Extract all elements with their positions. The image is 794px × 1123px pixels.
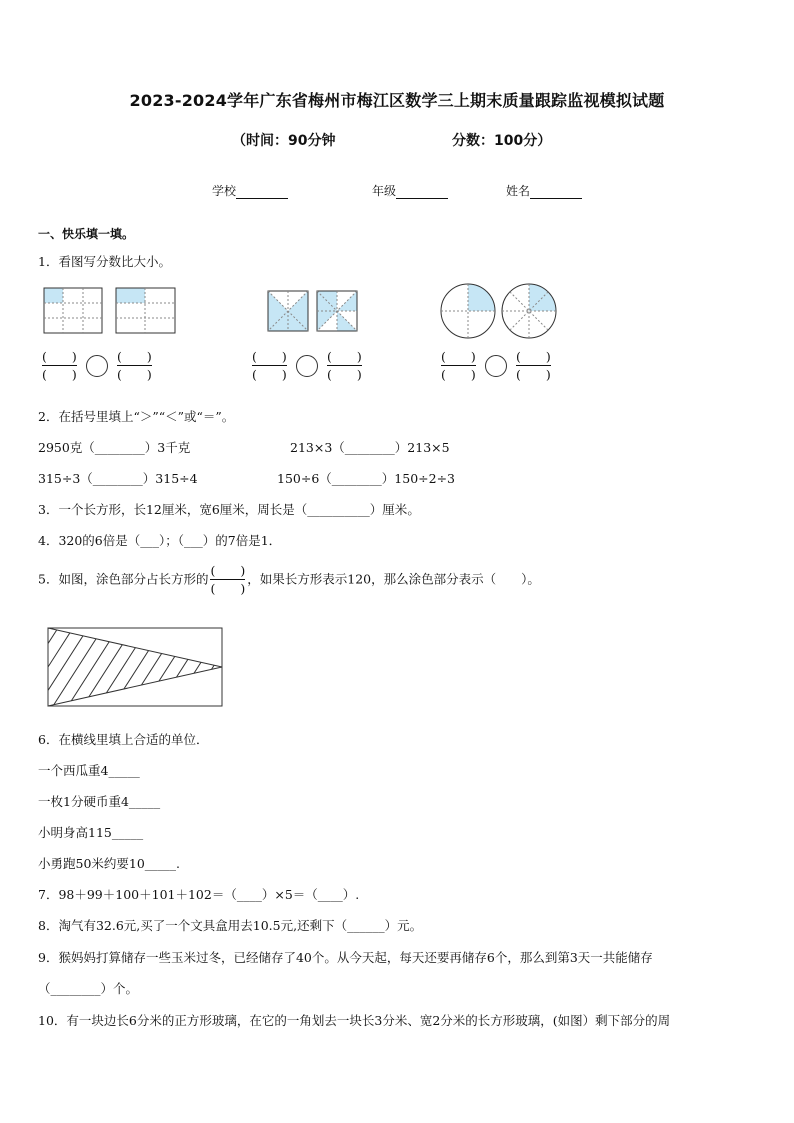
q1-circle-figure: [440, 284, 562, 340]
q2-row1-right[interactable]: 213×3（________）213×5: [290, 440, 450, 455]
q5-figure: [48, 628, 224, 708]
q5-text-before: 5．如图，涂色部分占长方形的: [38, 571, 209, 587]
school-field[interactable]: [212, 182, 288, 199]
circle-left: [441, 284, 495, 338]
fraction-blank[interactable]: $\frac{( )}{( )}$: [515, 349, 551, 382]
compare-circle[interactable]: [485, 355, 507, 377]
grade-field[interactable]: [372, 182, 448, 199]
fraction-blank[interactable]: $\frac{( )}{( )}$: [326, 349, 362, 382]
q6-item-c[interactable]: 小明身高115_____: [38, 825, 144, 840]
q1-square-figure: [268, 291, 360, 333]
question-1: 1．看图写分数比大小。: [38, 254, 171, 269]
page-title: 2023-2024学年广东省梅州市梅江区数学三上期末质量跟踪监视模拟试题: [129, 91, 665, 110]
compare-circle[interactable]: [86, 355, 108, 377]
grade-label: 年级: [372, 184, 397, 198]
circle-right: [502, 284, 556, 338]
square-left: [268, 291, 308, 331]
q2-row2-left[interactable]: 315÷3（________）315÷4: [38, 471, 198, 486]
q6-item-b[interactable]: 一枚1分硬币重4_____: [38, 794, 161, 809]
school-label: 学校: [212, 184, 237, 198]
name-field[interactable]: [506, 182, 582, 199]
exam-time: （时间：90分钟: [232, 133, 336, 149]
question-4[interactable]: 4．320的6倍是（___）；（___）的7倍是1．: [38, 533, 282, 548]
rect-grid-left: [44, 288, 102, 333]
fraction-blank[interactable]: $\frac{( )}{( )}$: [252, 349, 287, 382]
rect-grid-right: [116, 288, 175, 333]
hatching: [8, 628, 238, 706]
square-right: [317, 291, 357, 331]
fraction-blank[interactable]: $\frac{( )}{( )}$: [42, 349, 77, 382]
q5-text-after: ，如果长方形表示120，那么涂色部分表示（ ）。: [247, 571, 540, 587]
fraction-blank[interactable]: $\frac{( )}{( )}$: [116, 349, 152, 382]
question-10: 10．有一块边长6分米的正方形玻璃，在它的一角划去一块长3分米、宽2分米的长方形玻璃，(如图）剩下部分的周: [38, 1013, 671, 1028]
q2-row2-right[interactable]: 150÷6（________）150÷2÷3: [277, 471, 455, 486]
section-title: 一、快乐填一填。: [38, 227, 135, 241]
fraction-blank[interactable]: $\frac{( )}{( )}$: [441, 349, 476, 382]
question-3[interactable]: 3．一个长方形，长12厘米，宽6厘米，周长是（__________）厘米。: [38, 502, 420, 517]
q1-fraction-compare-3[interactable]: [441, 349, 551, 382]
q6-item-a[interactable]: 一个西瓜重4_____: [38, 763, 140, 778]
question-6: 6．在横线里填上合适的单位．: [38, 732, 209, 747]
question-8[interactable]: 8．淘气有32.6元,买了一个文具盒用去10.5元,还剩下（______）元。: [38, 918, 423, 933]
compare-circle[interactable]: [296, 355, 318, 377]
name-label: 姓名: [506, 184, 531, 198]
q6-item-d[interactable]: 小勇跑50米约要10_____.: [38, 856, 181, 871]
q1-rect-figure: [44, 288, 184, 334]
question-9-line2[interactable]: （________）个。: [38, 981, 139, 996]
question-5[interactable]: [38, 563, 540, 596]
question-9-line1: 9．猴妈妈打算储存一些玉米过冬，已经储存了40个。从今天起，每天还要再储存6个，那么到第3天一共能储存: [38, 950, 653, 965]
q2-row1-left[interactable]: 2950克（________）3千克: [38, 440, 191, 455]
q1-fraction-compare-1[interactable]: [42, 349, 152, 382]
q5-fraction-blank[interactable]: $\frac{( )}{( )}$: [210, 563, 246, 596]
question-7[interactable]: 7．98＋99＋100＋101＋102＝（____）×5＝（____）.: [38, 887, 360, 902]
exam-score: 分数：100分）: [452, 133, 552, 149]
question-2: 2．在括号里填上“＞”“＜”或“＝”。: [38, 409, 235, 424]
q1-fraction-compare-2[interactable]: [252, 349, 362, 382]
